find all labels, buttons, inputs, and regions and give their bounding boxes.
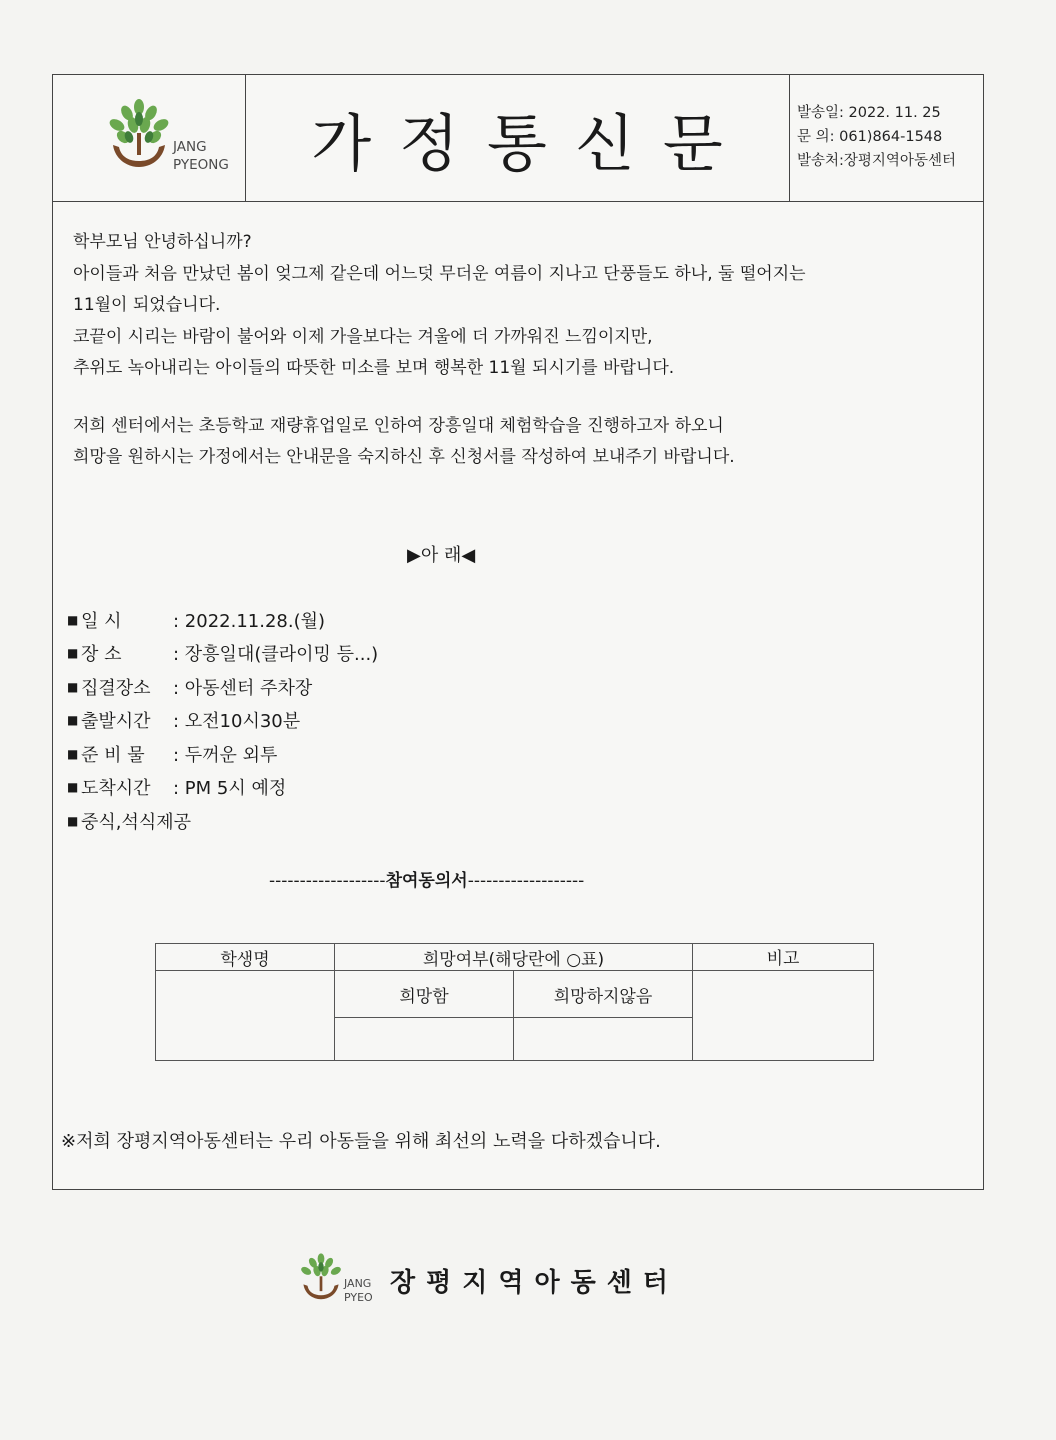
- details-list: [67, 603, 378, 838]
- header-info-cell: [789, 75, 985, 201]
- square-bullet-icon: ■: [67, 746, 79, 761]
- list-item: ■ 중식,석식제공: [67, 811, 192, 833]
- square-bullet-icon: ■: [67, 813, 79, 828]
- logo-text-jang: JANG: [173, 139, 207, 155]
- footer-note: ※저희 장평지역아동센터는 우리 아동들을 위해 최선의 노력을 다하겠습니다.: [61, 1131, 661, 1152]
- consent-title: 참여동의서: [385, 871, 468, 891]
- letter-body: [73, 227, 963, 474]
- header-wish: 희망여부(해당란에 ○표): [335, 944, 693, 971]
- title-cell: [245, 75, 790, 201]
- body-line: 추위도 녹아내리는 아이들의 따뜻한 미소를 보며 행복한 11월 되시기를 바랍니다.: [73, 358, 675, 378]
- header-note: 비고: [693, 944, 874, 971]
- option-no-mark-cell[interactable]: [514, 1018, 693, 1061]
- list-item: ■ 도착시간 : PM 5시 예정: [67, 778, 287, 800]
- header-student: 학생명: [156, 944, 335, 971]
- list-item: ■ 집결장소 : 아동센터 주차장: [67, 677, 313, 699]
- header: [53, 75, 983, 202]
- list-item: ■ 장 소 : 장흥일대(클라이밍 등...): [67, 644, 379, 666]
- option-no-label: 희망하지않음: [514, 971, 693, 1018]
- notice-frame: [52, 74, 984, 1190]
- sent-date: 발송일: 2022. 11. 25: [797, 105, 941, 121]
- list-item: ■ 준 비 물 : 두꺼운 외투: [67, 744, 278, 766]
- notice-line: 희망을 원하시는 가정에서는 안내문을 숙지하신 후 신청서를 작성하여 보내주기 바랍니다.: [73, 447, 735, 467]
- list-item: ■ 출발시간 : 오전10시30분: [67, 711, 301, 733]
- below-heading: ▶아 래◀: [407, 545, 476, 566]
- contact-number: 문 의: 061)864-1548: [797, 129, 943, 145]
- header-logo-cell: [53, 75, 246, 201]
- square-bullet-icon: ■: [67, 713, 79, 728]
- bottom-logo-jang: JANG: [344, 1277, 372, 1290]
- body-line: 아이들과 처음 만났던 봄이 엊그제 같은데 어느덧 무더운 여름이 지나고 단풍들도 하나, 둘 떨어지는: [73, 263, 806, 284]
- logo-text-pyeong: PYEONG: [173, 157, 229, 173]
- option-yes-mark-cell[interactable]: [335, 1018, 514, 1061]
- option-yes-label: 희망함: [335, 971, 514, 1018]
- page-title: 가정통신문: [311, 106, 751, 180]
- consent-form-table: [155, 943, 874, 1061]
- square-bullet-icon: ■: [67, 780, 79, 795]
- bottom-logo-pyeo: PYEO: [344, 1291, 373, 1304]
- body-line: 11월이 되었습니다.: [73, 295, 221, 315]
- note-field[interactable]: [693, 971, 874, 1061]
- student-name-field[interactable]: [156, 971, 335, 1061]
- list-item: ■ 일 시 : 2022.11.28.(월): [67, 610, 326, 632]
- tree-hands-logo-icon: [99, 97, 179, 177]
- square-bullet-icon: ■: [67, 612, 79, 627]
- notice-line: 저희 센터에서는 초등학교 재량휴업일로 인하여 장흥일대 체험학습을 진행하고자 하오니: [73, 415, 724, 436]
- square-bullet-icon: ■: [67, 679, 79, 694]
- consent-heading: [269, 866, 584, 891]
- square-bullet-icon: ■: [67, 646, 79, 661]
- greeting: 학부모님 안녕하십니까?: [73, 232, 252, 252]
- dashes-right: -------------------: [467, 871, 585, 891]
- tree-hands-logo-icon: [294, 1252, 348, 1306]
- dashes-left: -------------------: [269, 871, 386, 891]
- sender: 발송처:장평지역아동센터: [797, 153, 956, 169]
- body-line: 코끝이 시리는 바람이 불어와 이제 가을보다는 겨울에 더 가까워진 느낌이지만,: [73, 326, 653, 347]
- org-name: 장평지역아동센터: [390, 1268, 679, 1298]
